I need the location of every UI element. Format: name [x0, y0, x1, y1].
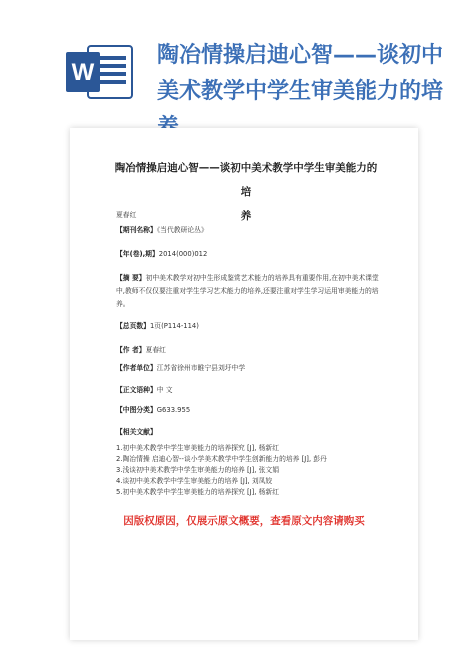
document-title — [112, 156, 380, 228]
field-label: 【作 者】 — [116, 346, 146, 354]
field-label: 【期刊名称】 — [116, 226, 157, 234]
field-value: 中 文 — [156, 386, 173, 394]
field-affiliation — [116, 362, 386, 375]
copyright-notice: 因版权原因，仅展示原文概要，查看原文内容请购买 — [123, 515, 365, 527]
reference-item: 5.初中美术教学中学生审美能力的培养探究 [J], 杨新红 — [116, 488, 280, 496]
field-value: 2014(000)012 — [158, 250, 208, 258]
field-language — [116, 384, 386, 397]
field-year-issue — [116, 248, 386, 261]
banner-title-line2: 美术教学中学生审美能力的培 — [157, 79, 444, 104]
reference-item: 1.初中美术教学中学生审美能力的培养探究 [J], 杨新红 — [116, 444, 280, 452]
header — [0, 0, 474, 120]
field-value: 夏春红 — [145, 346, 166, 354]
field-classification — [116, 404, 386, 417]
field-label: 【中图分类】 — [116, 406, 157, 414]
word-icon — [66, 42, 136, 102]
document-title-line2: 养 — [240, 210, 252, 222]
banner-title-line1: 陶冶情操启迪心智——谈初中 — [157, 43, 444, 68]
field-label: 【年(卷),期】 — [116, 250, 159, 258]
field-label: 【正文语种】 — [116, 386, 157, 394]
field-label: 【摘 要】 — [116, 274, 146, 282]
references-list — [116, 443, 386, 498]
field-label: 【总页数】 — [116, 322, 150, 330]
field-value: 1页(P114-114) — [149, 322, 199, 330]
field-value: 初中美术教学对初中生形成鉴赏艺术能力的培养具有重要作用,在初中美术课堂中,教师不仅仅要注重对学生学习艺术能力的培养,还要注重对学生学习运用审美能力的培养。 — [116, 274, 379, 308]
field-value: 江苏省徐州市睢宁县刘圩中学 — [156, 364, 246, 372]
field-author — [116, 344, 386, 357]
field-abstract — [116, 272, 386, 311]
field-journal — [116, 224, 386, 237]
field-label: 【相关文献】 — [116, 428, 157, 436]
field-page-count — [116, 320, 386, 333]
field-value: 《当代教研论丛》 — [156, 226, 208, 234]
field-label: 【作者单位】 — [116, 364, 157, 372]
reference-item: 2.陶冶情操 启迪心智--谈小学美术教学中学生创新能力的培养 [J], 彭丹 — [116, 455, 327, 463]
bottom-watermark-strip — [0, 646, 474, 669]
word-icon-letter: W — [71, 59, 95, 86]
field-related-docs — [116, 426, 386, 439]
field-value: G633.955 — [156, 406, 191, 414]
reference-item: 4.谈初中美术教学中学生审美能力的培养 [J], 刘凤姣 — [116, 477, 273, 485]
document-preview-page — [70, 128, 418, 640]
author-name: 夏春红 — [116, 211, 137, 219]
document-title-line1: 陶冶情操启迪心智——谈初中美术教学中学生审美能力的培 — [114, 162, 378, 198]
reference-item: 3.浅谈初中美术教学中学生审美能力的培养 [J], 张文娟 — [116, 466, 280, 474]
